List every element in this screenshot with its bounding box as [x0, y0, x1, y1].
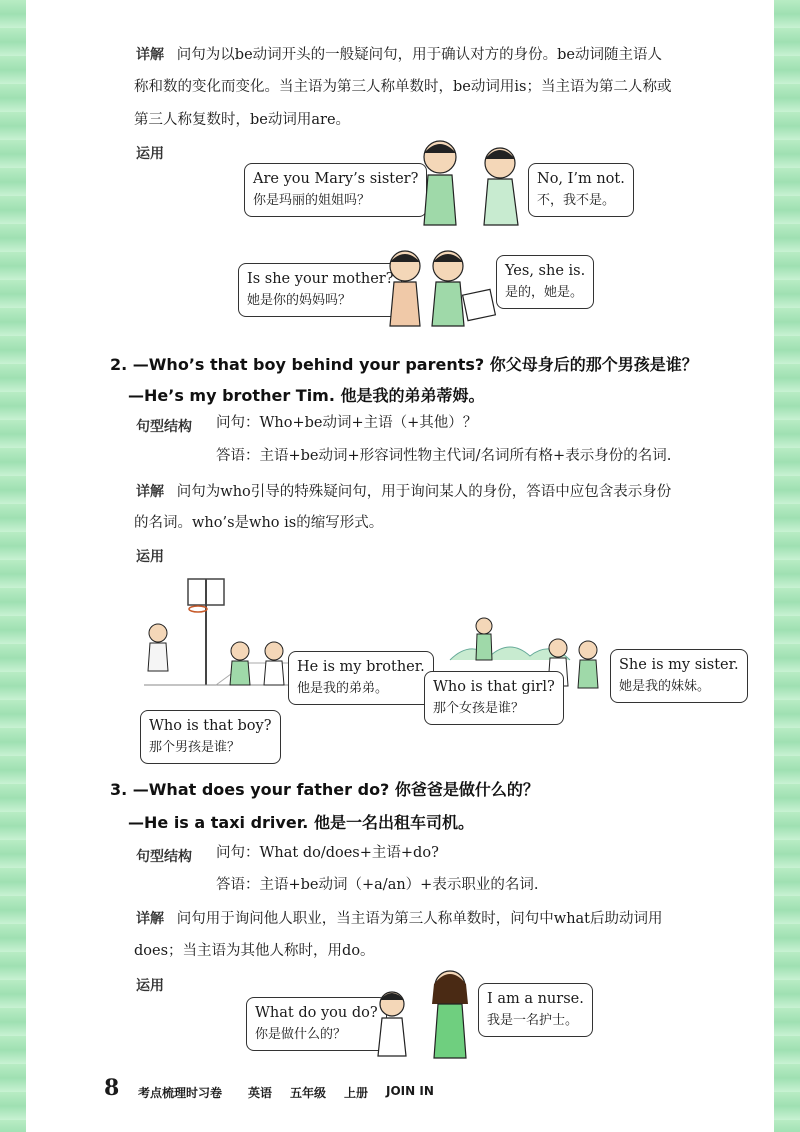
usage-label: 运用: [136, 978, 164, 994]
bubble-chinese: 那个女孩是谁？: [433, 701, 525, 716]
detail-label: 详解: [136, 47, 164, 63]
bubble-english: Yes, she is.: [505, 263, 586, 279]
speech-bubble: [478, 983, 593, 1037]
textbook-page: [40, 0, 760, 1132]
decorative-right-border: [774, 0, 800, 1132]
bubble-english: No, I’m not.: [537, 171, 625, 187]
girls-talking-illustration: [400, 135, 540, 245]
detail-line: does；当主语为其他人称时，用do。: [134, 943, 375, 959]
term-label: 上册: [344, 1086, 369, 1100]
bubble-chinese: 你是玛丽的姐姐吗？: [253, 193, 371, 208]
pattern-answer: 答语：主语+be动词（+a/an）+表示职业的名词.: [216, 877, 539, 893]
decorative-left-border: [0, 0, 26, 1132]
girls-with-photo-illustration: [370, 244, 500, 344]
bubble-english: Is she your mother?: [247, 271, 394, 287]
pattern-label: 句型结构: [136, 419, 192, 435]
pattern-question: 问句：Who+be动词+主语（+其他）？: [216, 415, 478, 431]
bubble-english: I am a nurse.: [487, 991, 584, 1007]
detail-line: 问句为以be动词开头的一般疑问句，用于确认对方的身份。be动词随主语人: [176, 47, 663, 63]
detail-label: 详解: [136, 911, 164, 927]
detail-line: 称和数的变化而变化。当主语为第三人称单数时，be动词用is；当主语为第二人称或: [134, 79, 672, 95]
question-heading: 3. —What does your father do? 你爸爸是做什么的？: [110, 780, 539, 799]
pattern-answer: 答语：主语+be动词+形容词性物主代词/名词所有格+表示身份的名词.: [216, 448, 672, 464]
answer-heading: —He is a taxi driver. 他是一名出租车司机。: [128, 813, 474, 832]
bubble-english: Are you Mary’s sister?: [253, 171, 419, 187]
subject-label: 英语: [248, 1086, 273, 1100]
bubble-chinese: 不，我不是。: [537, 193, 616, 208]
bubble-english: Who is that girl?: [433, 679, 555, 695]
bubble-english: What do you do?: [255, 1005, 378, 1021]
usage-label: 运用: [136, 146, 164, 162]
detail-line: 第三人称复数时，be动词用are。: [134, 112, 351, 128]
grade-label: 五年级: [290, 1086, 327, 1100]
nurse-and-girl-illustration: [370, 968, 480, 1068]
speech-bubble: [140, 710, 281, 764]
book-title: 考点梳理时习卷: [138, 1086, 223, 1100]
detail-line: 问句为who引导的特殊疑问句，用于询问某人的身份，答语中应包含表示身份: [176, 484, 672, 500]
pattern-question: 问句：What do/does+主语+do?: [216, 845, 439, 861]
speech-bubble: [246, 997, 387, 1051]
edition-label: JOIN IN: [386, 1084, 434, 1098]
page-number: 8: [104, 1075, 120, 1101]
pattern-label: 句型结构: [136, 849, 192, 865]
answer-heading: —He’s my brother Tim. 他是我的弟弟蒂姆。: [128, 386, 485, 405]
detail-line: 的名词。who’s是who is的缩写形式。: [134, 515, 384, 531]
bubble-english: He is my brother.: [297, 659, 425, 675]
detail-label: 详解: [136, 484, 164, 500]
bubble-chinese: 是的，她是。: [505, 285, 584, 300]
question-heading: 2. —Who’s that boy behind your parents? 你父母身后的那个男孩是谁？: [110, 355, 698, 374]
speech-bubble: [288, 651, 434, 705]
speech-bubble: [424, 671, 564, 725]
detail-line: 问句用于询问他人职业，当主语为第三人称单数时，问句中what后助动词用: [176, 911, 663, 927]
detail-paragraph-1: [136, 41, 662, 68]
bubble-chinese: 我是一名护士。: [487, 1013, 579, 1028]
usage-label: 运用: [136, 549, 164, 565]
bubble-chinese: 你是做什么的？: [255, 1027, 347, 1042]
bubble-chinese: 她是你的妈妈吗？: [247, 293, 352, 308]
detail-paragraph-3: [136, 905, 663, 932]
speech-bubble: [528, 163, 634, 217]
bubble-chinese: 她是我的妹妹。: [619, 679, 711, 694]
speech-bubble: [610, 649, 748, 703]
speech-bubble: [496, 255, 594, 309]
bubble-english: Who is that boy?: [149, 718, 272, 734]
bubble-english: She is my sister.: [619, 657, 739, 673]
bubble-chinese: 那个男孩是谁？: [149, 740, 241, 755]
bubble-chinese: 他是我的弟弟。: [297, 681, 389, 696]
detail-paragraph-2: [136, 478, 671, 505]
